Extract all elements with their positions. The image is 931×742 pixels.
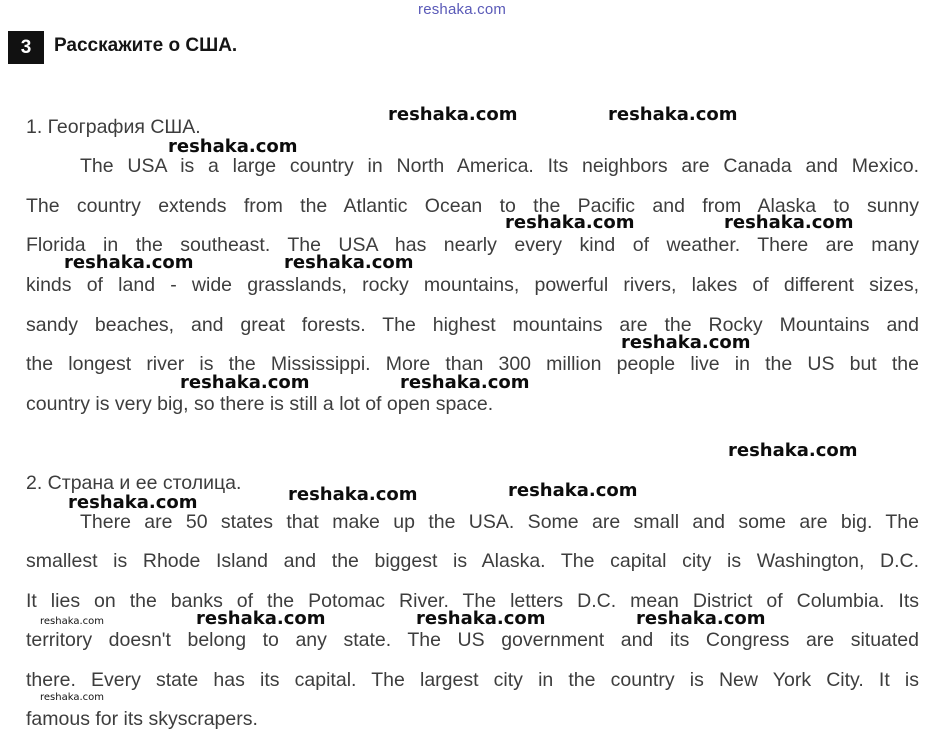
section-1-line: the longest river is the Mississippi. More than 300 million people live in the US but the <box>26 353 919 375</box>
watermark-small: reshaka.com <box>40 692 104 703</box>
watermark: reshaka.com <box>416 608 546 629</box>
watermark: reshaka.com <box>508 480 638 501</box>
site-watermark-top: reshaka.com <box>418 1 507 18</box>
watermark: reshaka.com <box>636 608 766 629</box>
watermark: reshaka.com <box>288 484 418 505</box>
watermark: reshaka.com <box>621 332 751 353</box>
section-2-line: famous for its skyscrapers. <box>26 708 258 730</box>
section-2-line: There are 50 states that make up the USA. Some are small and some are big. The <box>80 511 919 533</box>
watermark: reshaka.com <box>388 104 518 125</box>
section-1-line: Florida in the southeast. The USA has nearly every kind of weather. There are many <box>26 234 919 256</box>
section-1-line: country is very big, so there is still a lot of open space. <box>26 393 494 415</box>
watermark: reshaka.com <box>180 372 310 393</box>
watermark: reshaka.com <box>64 252 194 273</box>
section-1-line: sandy beaches, and great forests. The highest mountains are the Rocky Mountains and <box>26 314 919 336</box>
section-2-line: territory doesn't belong to any state. The US government and its Congress are situated <box>26 629 919 651</box>
watermark: reshaka.com <box>400 372 530 393</box>
watermark: reshaka.com <box>608 104 738 125</box>
section-1-line: kinds of land - wide grasslands, rocky mountains, powerful rivers, lakes of different sizes, <box>26 274 919 296</box>
task-title: Расскажите о США. <box>54 35 238 56</box>
watermark: reshaka.com <box>728 440 858 461</box>
watermark: reshaka.com <box>168 136 298 157</box>
watermark: reshaka.com <box>724 212 854 233</box>
watermark: reshaka.com <box>284 252 414 273</box>
section-1-line: The country extends from the Atlantic Ocean to the Pacific and from Alaska to sunny <box>26 195 919 217</box>
section-2-line: smallest is Rhode Island and the biggest is Alaska. The capital city is Washington, D.C. <box>26 550 919 572</box>
section-1-heading: 1. География США. <box>26 116 201 138</box>
watermark: reshaka.com <box>196 608 326 629</box>
section-2-line: It lies on the banks of the Potomac River. The letters D.C. mean District of Columbia. Its <box>26 590 919 612</box>
watermark: reshaka.com <box>68 492 198 513</box>
section-2-line: there. Every state has its capital. The largest city in the country is New York City. It is <box>26 669 919 691</box>
watermark-small: reshaka.com <box>40 616 104 627</box>
task-number-badge: 3 <box>8 31 44 64</box>
watermark: reshaka.com <box>505 212 635 233</box>
section-1-line: The USA is a large country in North America. Its neighbors are Canada and Mexico. <box>80 155 919 177</box>
section-2-heading: 2. Страна и ее столица. <box>26 472 242 494</box>
